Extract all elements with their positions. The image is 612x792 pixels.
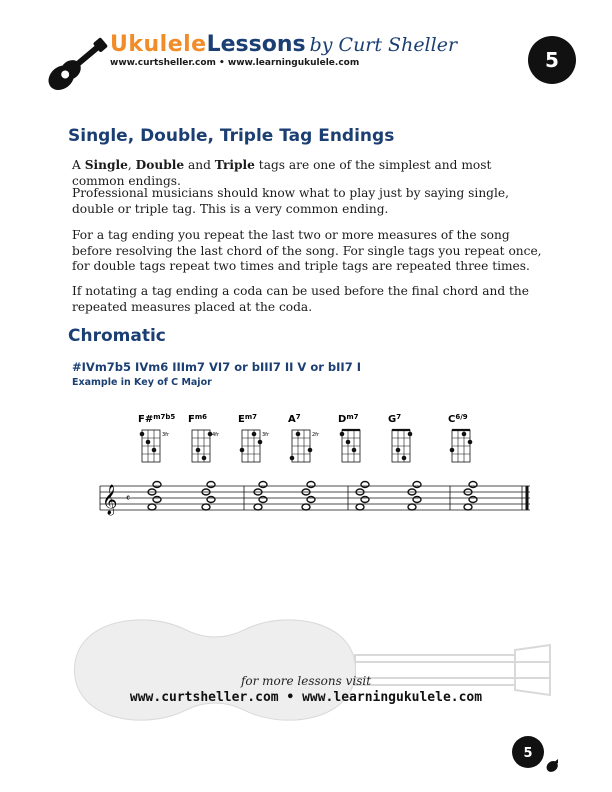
staff-note-6-1 [469, 497, 477, 503]
brand-lessons: Lessons [206, 32, 306, 57]
brand-ukulele: Ukulele [110, 32, 207, 57]
paragraph-4: If notating a tag ending a coda can be used before the final chord and the repeated measures placed at the coda. [72, 284, 529, 314]
chord-dot-6-2 [450, 448, 455, 453]
page-number-badge: 5 [528, 36, 576, 84]
brand-author: by Curt Sheller [309, 34, 458, 56]
staff-note-6-0 [464, 504, 472, 510]
staff-note-3-0 [302, 504, 310, 510]
paragraph-1 [72, 158, 542, 189]
p1-triple: Triple [214, 158, 255, 172]
chord-name-3: $A^7$ [288, 413, 301, 425]
chord-dot-5-2 [408, 432, 413, 437]
chord-dot-6-1 [468, 440, 473, 445]
staff-note-0-1 [153, 497, 161, 503]
chord-name-5: $G^7$ [388, 413, 402, 425]
p1-comma: , [127, 158, 136, 172]
chord-fret-2: 3fr [262, 432, 269, 438]
chord-dot-6-0 [462, 432, 467, 437]
footer-page-number: 5 [523, 746, 533, 761]
staff-note-2-1 [259, 497, 267, 503]
staff-note-1-1 [207, 497, 215, 503]
chord-dot-4-0 [340, 432, 345, 437]
chord-dot-0-2 [152, 448, 157, 453]
header-urls: www.curtsheller.com • www.learningukulele.com [110, 58, 360, 68]
footer-page-badge [508, 728, 558, 776]
chord-fret-0: 3fr [162, 432, 169, 438]
staff-note-4-1 [361, 497, 369, 503]
chord-dot-0-0 [140, 432, 145, 437]
section-heading-chromatic: Chromatic [68, 326, 166, 346]
chord-fret-1: 4fr [212, 432, 219, 438]
staff-note-1-0 [202, 504, 210, 510]
chord-dot-2-0 [252, 432, 257, 437]
chord-name-0: F#$^{m7b5}$ [138, 413, 176, 425]
chord-name-6: $C^{6/9}$ [448, 413, 468, 425]
chord-dot-2-2 [240, 448, 245, 453]
paragraph-2: Professional musicians should know what to play just by saying single, double or triple tag. This is a very common ending. [72, 186, 509, 216]
treble-clef-icon: 𝄞 [102, 485, 118, 515]
music-notation [90, 412, 550, 532]
staff-note-5-1 [413, 497, 421, 503]
chord-dot-4-2 [352, 448, 357, 453]
p1-rest: tags are one of the simplest and most common endings. [72, 158, 492, 188]
time-signature-icon: 𝄴 [126, 494, 131, 504]
chord-dot-2-1 [258, 440, 263, 445]
chord-dot-3-0 [308, 448, 313, 453]
section-heading-tag-endings: Single, Double, Triple Tag Endings [68, 126, 395, 146]
staff-note-0-3 [153, 482, 161, 488]
ukulele-watermark-icon [55, 600, 555, 740]
chord-fret-3: 2fr [312, 432, 319, 438]
ukulele-logo-icon [30, 20, 110, 92]
chord-dot-1-1 [202, 456, 207, 461]
staff-note-3-3 [307, 482, 315, 488]
chord-name-2: $E^{m7}$ [238, 413, 258, 425]
chord-dot-5-1 [402, 456, 407, 461]
chord-diagrams [138, 413, 472, 462]
chord-dot-1-0 [196, 448, 201, 453]
chord-name-1: $F^{m6}$ [188, 413, 208, 425]
chord-dot-5-0 [396, 448, 401, 453]
chord-dot-0-1 [146, 440, 151, 445]
staff-note-5-0 [408, 504, 416, 510]
staff-note-5-3 [413, 482, 421, 488]
chord-dot-4-1 [346, 440, 351, 445]
chord-progression: #IVm7b5 IVm6 IIIm7 VI7 or bIII7 II V or bII7 I [72, 360, 361, 374]
chord-dot-3-2 [296, 432, 301, 437]
p1-single: Single [84, 158, 128, 172]
chord-dot-3-1 [290, 456, 295, 461]
key-note: Example in Key of C Major [72, 377, 212, 388]
staff-note-1-3 [207, 482, 215, 488]
staff-note-3-1 [307, 497, 315, 503]
brand-title [110, 32, 457, 57]
staff-note-6-3 [469, 482, 477, 488]
chord-name-4: $D^{m7}$ [338, 413, 359, 425]
staff-note-2-3 [259, 482, 267, 488]
paragraph-3: For a tag ending you repeat the last two or more measures of the song before resolving the last chord of the song. For single tags you repeat once, for double tags repeat two times and triple tags are repeated three times. [72, 228, 542, 273]
p1-double: Double [135, 158, 185, 172]
staff-note-0-0 [148, 504, 156, 510]
footer-urls: www.curtsheller.com • www.learningukulele.com [129, 690, 483, 705]
staff-note-2-0 [254, 504, 262, 510]
p1-and: and [184, 158, 215, 172]
footer-note: for more lessons visit [240, 674, 372, 688]
p1-text-a: A [72, 158, 85, 172]
staff-note-4-3 [361, 482, 369, 488]
staff-note-4-0 [356, 504, 364, 510]
